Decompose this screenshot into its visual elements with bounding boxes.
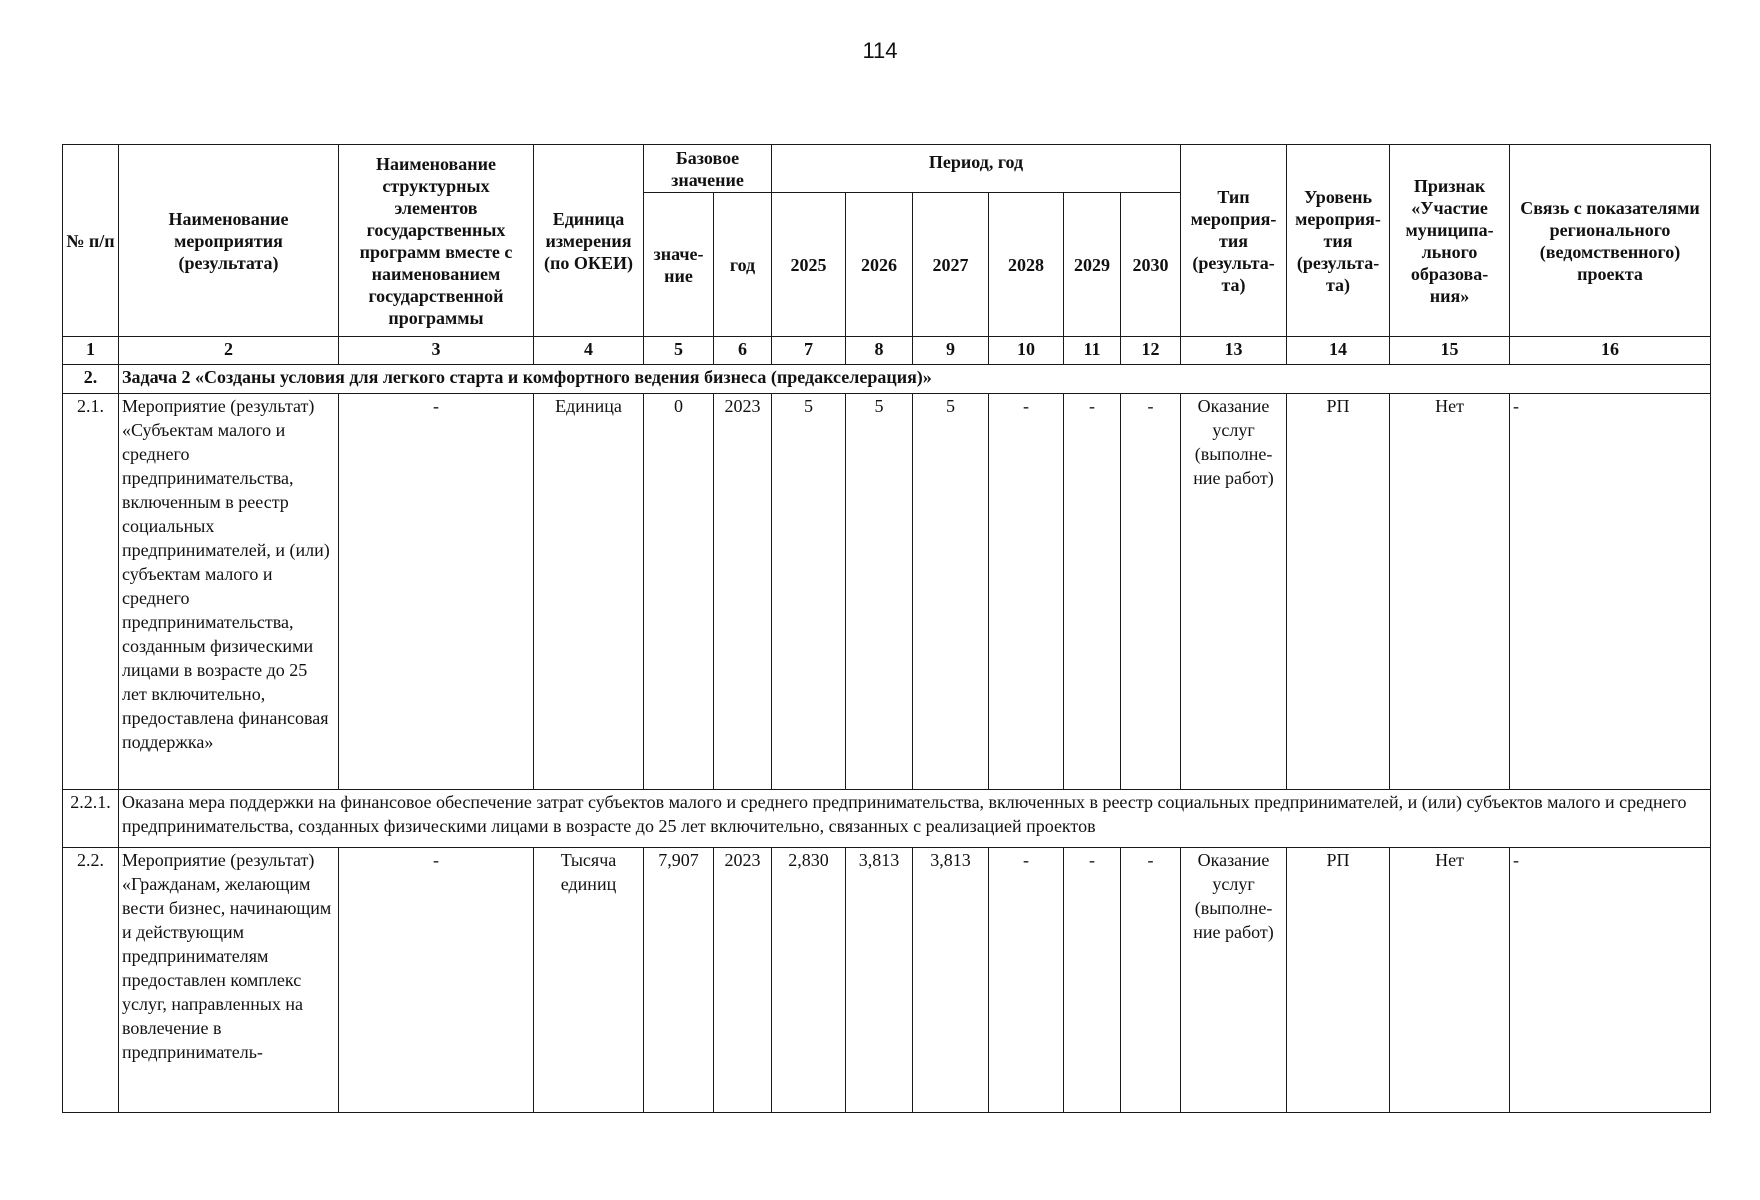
header-structural-elements: Наименование структурных элементов государственных программ вместе с наименованием государственной программы bbox=[339, 145, 534, 337]
row-type: Оказание услуг (выполне-ние работ) bbox=[1181, 848, 1287, 1113]
activities-table bbox=[62, 144, 1711, 1113]
row-link: - bbox=[1510, 394, 1711, 790]
row-2029: - bbox=[1064, 394, 1121, 790]
header-base-value: значе-ние bbox=[644, 193, 714, 337]
header-year-2030: 2030 bbox=[1121, 193, 1181, 337]
row-unit: Единица bbox=[534, 394, 644, 790]
row-2030: - bbox=[1121, 394, 1181, 790]
header-num: № п/п bbox=[63, 145, 119, 337]
row-type: Оказание услуг (выполне-ние работ) bbox=[1181, 394, 1287, 790]
page-number: 114 bbox=[862, 38, 898, 63]
header-year-2026: 2026 bbox=[846, 193, 913, 337]
table-row bbox=[63, 848, 1711, 1113]
column-number: 13 bbox=[1181, 337, 1287, 365]
column-number: 10 bbox=[989, 337, 1064, 365]
header-period-group: Период, год bbox=[772, 145, 1181, 193]
header-type: Тип мероприя-тия (результа-та) bbox=[1181, 145, 1287, 337]
row-link: - bbox=[1510, 848, 1711, 1113]
column-number: 4 bbox=[534, 337, 644, 365]
row-level: РП bbox=[1287, 848, 1390, 1113]
task-num: 2. bbox=[63, 365, 119, 394]
task-title: Задача 2 «Созданы условия для легкого старта и комфортного ведения бизнеса (предакселерация)» bbox=[119, 365, 1711, 394]
row-name: Мероприятие (результат) «Гражданам, желающим вести бизнес, начинающим и действующим предпринимателям предоставлен комплекс услуг, направленных на вовлечение в предприниматель- bbox=[119, 848, 339, 1113]
column-numbers-row bbox=[63, 337, 1711, 365]
row-2028: - bbox=[989, 394, 1064, 790]
row-struct: - bbox=[339, 848, 534, 1113]
header-unit: Единица измерения (по ОКЕИ) bbox=[534, 145, 644, 337]
row-name: Мероприятие (результат) «Субъектам малого и среднего предпринимательства, включенным в реестр социальных предпринимателей, и (или) субъектам малого и среднего предпринимательства, созданным физическими лицами в возрасте до 25 лет включительно, предоставлена финансовая поддержка» bbox=[119, 394, 339, 790]
row-num: 2.2. bbox=[63, 848, 119, 1113]
column-number: 5 bbox=[644, 337, 714, 365]
header-regional-link: Связь с показателями регионального (ведомственного) проекта bbox=[1510, 145, 1711, 337]
column-number: 8 bbox=[846, 337, 913, 365]
header-base-year: год bbox=[714, 193, 772, 337]
row-2026: 5 bbox=[846, 394, 913, 790]
row-unit: Тысяча единиц bbox=[534, 848, 644, 1113]
row-2030: - bbox=[1121, 848, 1181, 1113]
column-number: 3 bbox=[339, 337, 534, 365]
row-struct: - bbox=[339, 394, 534, 790]
column-number: 9 bbox=[913, 337, 989, 365]
header-year-2029: 2029 bbox=[1064, 193, 1121, 337]
sub-item-num: 2.2.1. bbox=[63, 790, 119, 848]
row-2027: 5 bbox=[913, 394, 989, 790]
header-municipal: Признак «Участие муниципа-льного образова-ния» bbox=[1390, 145, 1510, 337]
row-base-value: 7,907 bbox=[644, 848, 714, 1113]
row-2025: 2,830 bbox=[772, 848, 846, 1113]
table-row bbox=[63, 394, 1711, 790]
column-number: 16 bbox=[1510, 337, 1711, 365]
header-name: Наименование мероприятия (результата) bbox=[119, 145, 339, 337]
row-2028: - bbox=[989, 848, 1064, 1113]
task-row bbox=[63, 365, 1711, 394]
row-base-year: 2023 bbox=[714, 848, 772, 1113]
row-2026: 3,813 bbox=[846, 848, 913, 1113]
column-number: 7 bbox=[772, 337, 846, 365]
column-number: 1 bbox=[63, 337, 119, 365]
row-level: РП bbox=[1287, 394, 1390, 790]
row-num: 2.1. bbox=[63, 394, 119, 790]
row-2029: - bbox=[1064, 848, 1121, 1113]
row-base-year: 2023 bbox=[714, 394, 772, 790]
row-2025: 5 bbox=[772, 394, 846, 790]
row-2027: 3,813 bbox=[913, 848, 989, 1113]
sub-item-row bbox=[63, 790, 1711, 848]
column-number: 12 bbox=[1121, 337, 1181, 365]
row-municipal: Нет bbox=[1390, 848, 1510, 1113]
column-number: 14 bbox=[1287, 337, 1390, 365]
header-year-2025: 2025 bbox=[772, 193, 846, 337]
column-number: 11 bbox=[1064, 337, 1121, 365]
column-number: 6 bbox=[714, 337, 772, 365]
header-base-value-group: Базовое значение bbox=[644, 145, 772, 193]
header-level: Уровень мероприя-тия (результа-та) bbox=[1287, 145, 1390, 337]
sub-item-text: Оказана мера поддержки на финансовое обеспечение затрат субъектов малого и среднего предпринимательства, включенных в реестр социальных предпринимателей, и (или) субъектов малого и среднего предпринимательства, созданных физическими лицами в возрасте до 25 лет включительно, связанных с реализацией проектов bbox=[119, 790, 1711, 848]
row-municipal: Нет bbox=[1390, 394, 1510, 790]
row-base-value: 0 bbox=[644, 394, 714, 790]
column-number: 15 bbox=[1390, 337, 1510, 365]
column-number: 2 bbox=[119, 337, 339, 365]
header-year-2027: 2027 bbox=[913, 193, 989, 337]
header-year-2028: 2028 bbox=[989, 193, 1064, 337]
